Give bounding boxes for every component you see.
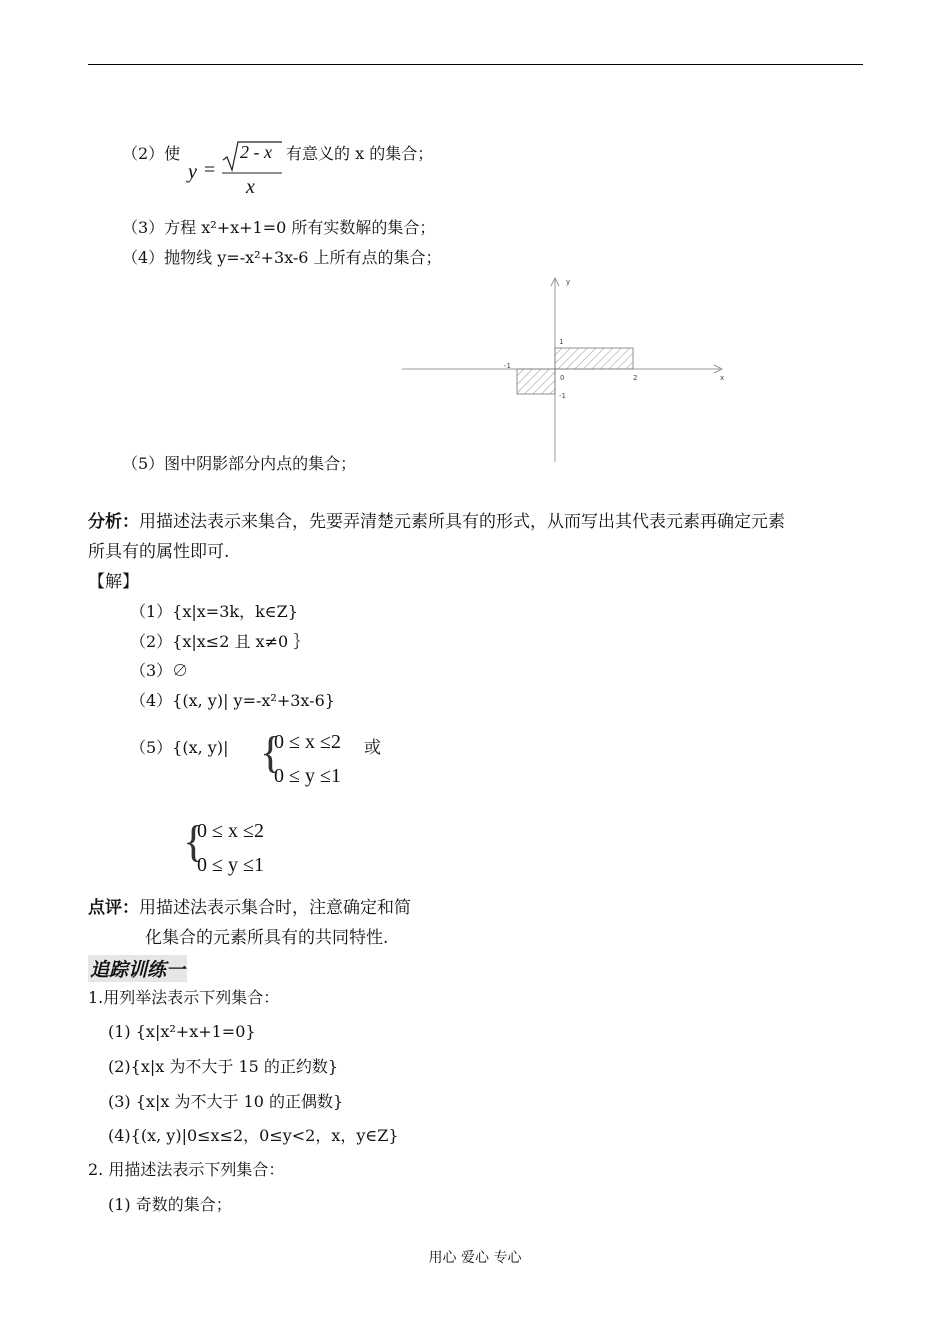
- system-brace-1: {: [260, 728, 282, 777]
- system-2-line-1: 0 ≤ x ≤2: [197, 820, 264, 842]
- problem-3: （3）方程 x²+x+1=0 所有实数解的集合；: [122, 218, 436, 237]
- tick-label-y-1: 1: [559, 338, 564, 346]
- system-brace-2: {: [183, 817, 205, 866]
- formula-denominator: x: [246, 176, 255, 198]
- x-axis-label: x: [720, 374, 725, 382]
- analysis-label: 分析：: [88, 512, 139, 532]
- comment-text-1: 用描述法表示集合时，注意确定和简: [139, 898, 411, 918]
- training-question-1-4: (4){(x, y)|0≤x≤2，0≤y<2，x，y∈Z}: [108, 1126, 399, 1145]
- tick-label-x-2: 2: [633, 374, 638, 382]
- problem-4: （4）抛物线 y=-x²+3x-6 上所有点的集合；: [122, 248, 442, 267]
- training-question-1-2: (2){x|x 为不大于 15 的正约数}: [108, 1057, 339, 1076]
- training-title: 追踪训练一: [88, 955, 187, 982]
- tick-label-y-neg1: -1: [559, 392, 566, 400]
- problem-2-suffix: 有意义的 x 的集合；: [286, 144, 434, 163]
- solution-header: 【解】: [88, 572, 139, 592]
- solution-5-or: 或: [364, 738, 381, 758]
- training-question-2: 2. 用描述法表示下列集合：: [88, 1160, 285, 1179]
- training-question-2-1: (1) 奇数的集合；: [108, 1195, 232, 1214]
- solution-4: （4）{(x, y)| y=-x²+3x-6}: [130, 691, 335, 710]
- problem-5: （5）图中阴影部分内点的集合；: [122, 454, 357, 473]
- analysis-text-1: 用描述法表示来集合，先要弄清楚元素所具有的形式，从而写出其代表元素再确定元素: [139, 512, 785, 532]
- formula-equals: =: [204, 159, 216, 181]
- analysis-line-2: 所具有的属性即可.: [88, 542, 230, 562]
- training-question-1-1: (1) {x|x²+x+1=0}: [108, 1022, 256, 1041]
- system-1-line-2: 0 ≤ y ≤1: [274, 765, 341, 787]
- header-rule: [88, 64, 863, 65]
- training-question-1: 1.用列举法表示下列集合：: [88, 988, 280, 1007]
- comment-line-1: [88, 898, 411, 918]
- formula-sqrt-argument: 2 - x: [240, 142, 272, 162]
- y-axis-label: y: [566, 278, 571, 286]
- tick-label-origin: 0: [560, 374, 565, 382]
- comment-label: 点评：: [88, 898, 139, 918]
- shaded-region-graph: [400, 272, 730, 467]
- solution-1: （1）{x|x=3k，k∈Z}: [130, 602, 298, 621]
- shaded-rect-upper: [555, 348, 633, 369]
- shaded-rect-lower: [517, 369, 555, 394]
- solution-5-prefix: （5）{(x, y)|: [130, 738, 229, 757]
- solution-3: （3）∅: [130, 661, 189, 680]
- analysis-line-1: [88, 512, 785, 532]
- problem-2-prefix: （2）使: [122, 144, 181, 163]
- comment-line-2: 化集合的元素所具有的共同特性.: [145, 928, 389, 948]
- system-2-line-2: 0 ≤ y ≤1: [197, 854, 264, 876]
- page-footer: 用心 爱心 专心: [428, 1250, 522, 1266]
- formula-y: y: [188, 161, 197, 183]
- tick-label-x-neg1: -1: [504, 362, 511, 370]
- system-1-line-1: 0 ≤ x ≤2: [274, 731, 341, 753]
- training-question-1-3: (3) {x|x 为不大于 10 的正偶数}: [108, 1092, 344, 1111]
- solution-2: （2）{x|x≤2 且 x≠0 ｝: [130, 632, 310, 651]
